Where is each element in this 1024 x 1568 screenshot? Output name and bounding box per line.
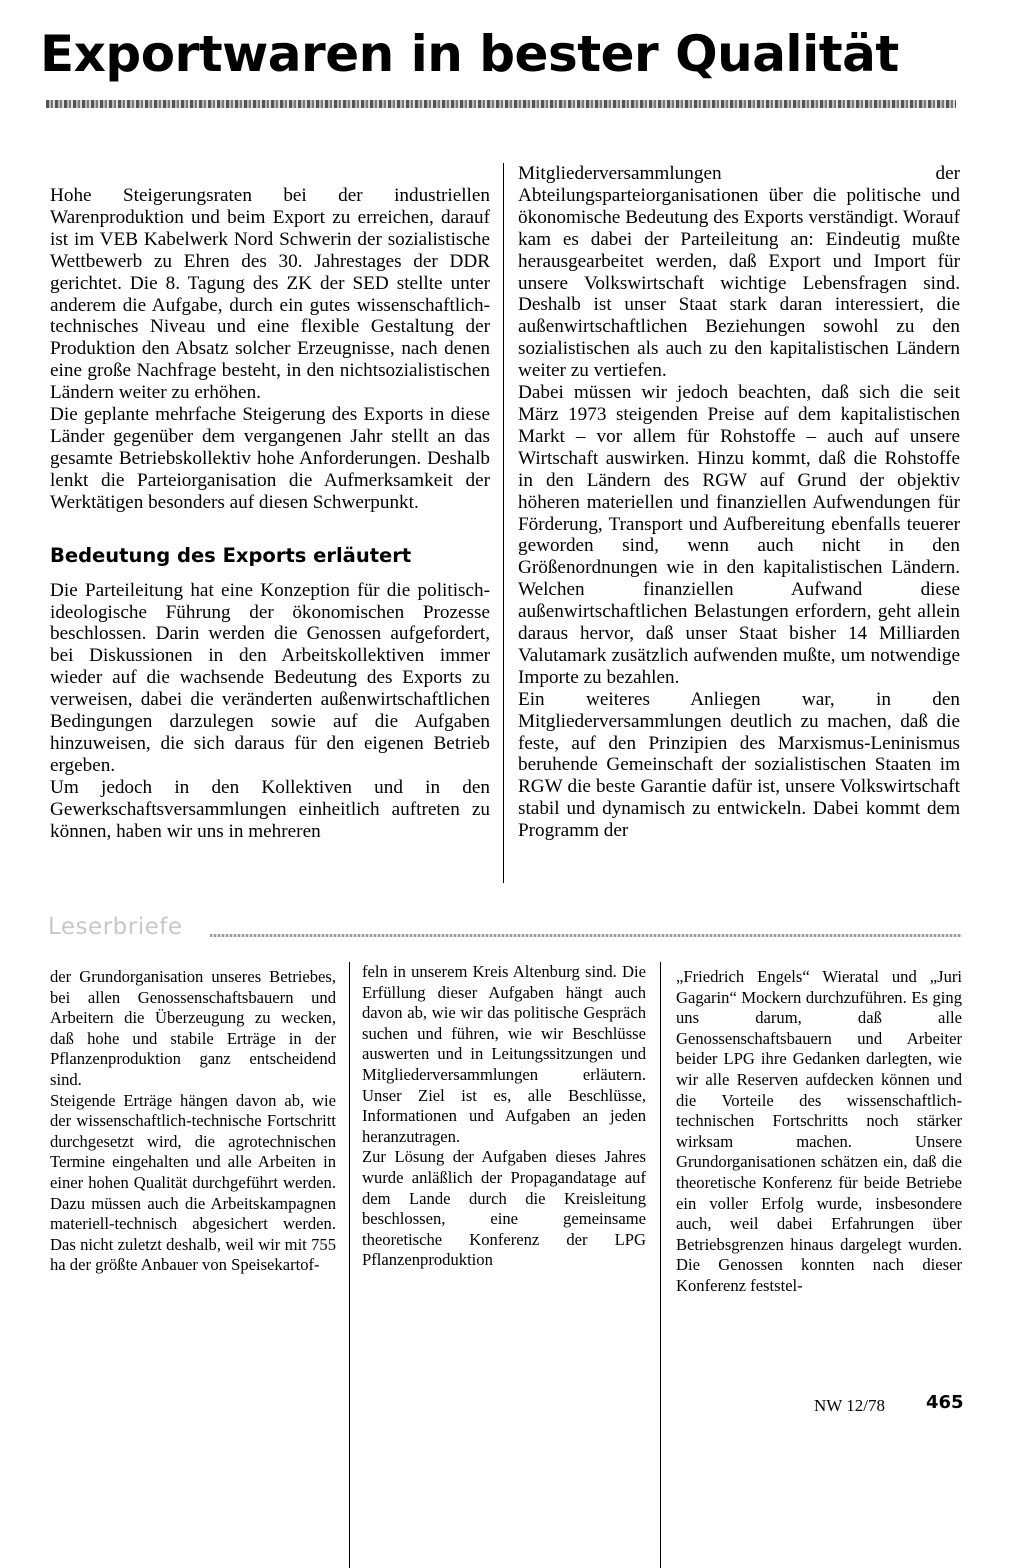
paragraph: Mitgliederversammlungen der Abteilungsparteiorganisationen über die politische und ökonomische Bedeutung des Exports verständigt. Worauf kam es dabei der Parteileitung an: Eindeutig mußte herausgearbeitet werden, daß Export und Import für unsere Volkswirtschaft wichtige Lebensfragen sind. Deshalb ist unser Staat stark daran interessiert, die außenwirtschaftlichen Beziehungen sowohl zu den sozialistischen als auch zu den kapitalistischen Ländern weiter zu vertiefen. [518,163,960,382]
paragraph: Die Parteileitung hat eine Konzeption für die politisch-ideologische Führung der ökonomischen Prozesse beschlossen. Darin werden die Genossen aufgefordert, bei Diskussionen in den Arbeitskollektiven immer wieder auf die wachsende Bedeutung des Exports zu verweisen, dabei die veränderten außenwirtschaftlichen Bedingungen darzulegen sowie auf die Aufgaben hinzuweisen, die sich daraus für den eigenen Betrieb ergeben. [50,579,490,776]
paragraph: „Friedrich Engels“ Wieratal und „Juri Gagarin“ Mockern durchzuführen. Es ging uns darum, daß alle Genossenschaftsbauern und Arbeiter beider LPG ihre Gedanken darlegten, wie wir alle Reserven aufdecken können und die Vorteile des wissenschaftlich-technischen Fortschritts noch stärker wirksam machen. Unsere Grundorganisationen schätzen ein, daß die theoretische Konferenz für beide Betriebe ein voller Erfolg wurde, insbesondere auch, weil dabei Erfahrungen über Betriebsgrenzen hinaus dargelegt wurden. Die Genossen konnten nach dieser Konferenz feststel- [676,967,962,1295]
article-column-2 [518,163,960,842]
issue-number: NW 12/78 [814,1396,885,1415]
article-headline: Exportwaren in bester Qualität [40,25,899,83]
column-divider [503,163,504,883]
section-label: Leserbriefe [48,914,183,940]
paragraph: feln in unserem Kreis Altenburg sind. Die Erfüllung dieser Aufgaben hängt auch davon ab, wie wir das politische Gespräch suchen und führen, wie wir Beschlüsse auswerten und in Leitungssitzungen und Mitgliederversammlungen erläutern. Unser Ziel ist es, alle Beschlüsse, Informationen und Aufgaben an jeden heranzutragen. [362,962,646,1146]
headline-rule [46,100,956,108]
column-divider [349,962,350,1568]
paragraph: Hohe Steigerungsraten bei der industriellen Warenproduktion und beim Export zu erreichen, darauf ist im VEB Kabelwerk Nord Schwerin der sozialistische Wettbewerb zu Ehren des 30. Jahrestages der DDR gerichtet. Die 8. Tagung des ZK der SED stellte unter anderem die Aufgabe, durch ein gutes wissenschaftlich-technisches Niveau und eine flexible Gestaltung der Produktion den Absatz solcher Erzeugnisse, nach denen eine große Nachfrage besteht, in den nichtsozialistischen Ländern weiter zu erhöhen. [50,185,490,404]
article-column-1 [50,185,490,842]
paragraph: Um jedoch in den Kollektiven und in den Gewerkschaftsversammlungen einheitlich auftreten zu können, haben wir uns in mehreren [50,776,490,842]
paragraph: der Grundorganisation unseres Betriebes, bei allen Genossenschaftsbauern und Arbeitern die Überzeugung zu wecken, daß hohe und stabile Erträge in der Pflanzenproduktion ganz entscheidend sind. [50,967,336,1089]
letters-column-1 [50,967,336,1276]
column-divider [660,962,661,1568]
paragraph: Ein weiteres Anliegen war, in den Mitgliederversammlungen deutlich zu machen, daß die feste, auf den Prinzipien des Marxismus-Leninismus beruhende Gemeinschaft der sozialistischen Staaten im RGW die beste Garantie dafür ist, unsere Volkswirtschaft stabil und dynamisch zu entwickeln. Dabei kommt dem Programm der [518,688,960,842]
section-subheading: Bedeutung des Exports erläutert [50,543,412,567]
paragraph: Die geplante mehrfache Steigerung des Exports in diese Länder gegenüber dem vergangenen Jahr stellt an das gesamte Betriebskollektiv hohe Anforderungen. Deshalb lenkt die Parteiorganisation die Aufmerksamkeit der Werktätigen besonders auf diesen Schwerpunkt. [50,404,490,513]
page-number: 465 [926,1392,964,1413]
letters-column-2 [362,962,646,1271]
letters-column-3 [676,967,962,1297]
paragraph: Zur Lösung der Aufgaben dieses Jahres wurde anläßlich der Propagandatage auf dem Lande durch die Kreisleitung beschlossen, eine gemeinsame theoretische Konferenz der LPG Pflanzenproduktion [362,1147,646,1270]
paragraph: Steigende Erträge hängen davon ab, wie der wissenschaftlich-technische Fortschritt durchgesetzt wird, die agrotechnischen Termine eingehalten und alle Arbeiten in einer hohen Qualität durchgeführt werden. Dazu müssen auch die Arbeitskampagnen materiell-technisch abgesichert werden. Das nicht zuletzt deshalb, weil wir mit 755 ha der größte Anbauer von Speisekartof- [50,1090,336,1275]
paragraph: Dabei müssen wir jedoch beachten, daß sich die seit März 1973 steigenden Preise auf dem kapitalistischen Markt – vor allem für Rohstoffe – auch auf unsere Wirtschaft auswirken. Hinzu kommt, daß die Rohstoffe in den Ländern des RGW auf Grund der objektiv höheren materiellen und finanziellen Aufwendungen für Förderung, Transport und Aufbereitung ebenfalls teuerer geworden sind, wenn auch nicht in den Größenordnungen wie in den kapitalistischen Ländern. Welchen finanziellen Aufwand diese außenwirtschaftlichen Belastungen erfordern, geht allein daraus hervor, daß unser Staat bisher 14 Milliarden Valutamark zusätzlich aufwenden mußte, um notwendige Importe zu bezahlen. [518,382,960,688]
section-rule [210,934,962,937]
